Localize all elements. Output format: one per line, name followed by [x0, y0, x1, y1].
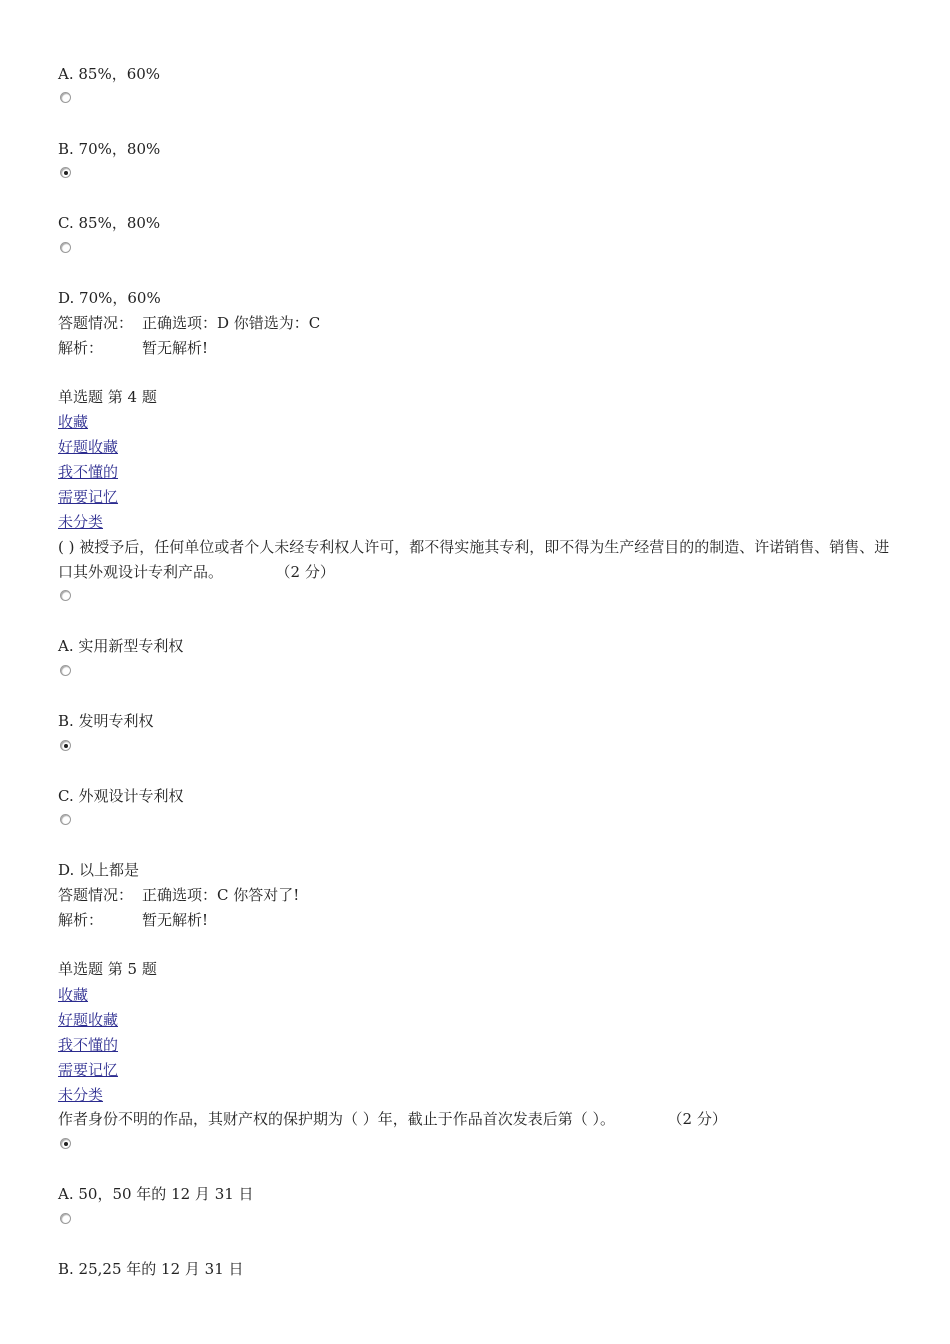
q4-stem	[58, 535, 898, 585]
q3-analysis-label: 解析：	[58, 339, 104, 357]
q4-result	[58, 885, 299, 905]
q3-option-a-radio[interactable]	[60, 92, 71, 103]
q3-option-a-label: A. 85%，60%	[58, 65, 161, 83]
q4-analysis-label: 解析：	[58, 911, 104, 929]
q5-option-b-radio[interactable]	[60, 1213, 71, 1224]
q4-result-text: 正确选项：C 你答对了!	[142, 886, 300, 904]
q4-analysis-text: 暂无解析!	[142, 911, 209, 929]
q3-result	[58, 313, 320, 333]
q4-option-a-label: A. 实用新型专利权	[58, 637, 184, 655]
q5-uncategorized-link[interactable]: 未分类	[58, 1086, 104, 1104]
q4-good-question-link[interactable]: 好题收藏	[58, 438, 119, 456]
q3-analysis	[58, 338, 208, 358]
q5-option-b-label: B. 25,25 年的 12 月 31 日	[58, 1260, 244, 1278]
q3-result-label: 答题情况：	[58, 314, 134, 332]
q4-option-d-label: D. 以上都是	[58, 861, 140, 879]
q4-analysis	[58, 910, 208, 930]
q3-option-d-label: D. 70%，60%	[58, 289, 161, 307]
q5-header: 单选题 第 5 题	[58, 960, 157, 978]
q4-option-b-label: B. 发明专利权	[58, 712, 154, 730]
q3-option-b-radio[interactable]	[60, 167, 71, 178]
q3-option-b-label: B. 70%，80%	[58, 140, 161, 158]
q5-favorite-link[interactable]: 收藏	[58, 986, 89, 1004]
q5-need-memorize-link[interactable]: 需要记忆	[58, 1061, 119, 1079]
q5-stem	[58, 1109, 727, 1129]
q4-option-d-radio[interactable]	[60, 814, 71, 825]
q4-option-c-label: C. 外观设计专利权	[58, 787, 184, 805]
q4-option-a-radio[interactable]	[60, 590, 71, 601]
q5-good-question-link[interactable]: 好题收藏	[58, 1011, 119, 1029]
q4-option-c-radio[interactable]	[60, 740, 71, 751]
q5-stem-text: 作者身份不明的作品，其财产权的保护期为（ ）年，截止于作品首次发表后第（ ）。	[58, 1110, 616, 1128]
q4-points: （2 分）	[283, 563, 335, 581]
q4-favorite-link[interactable]: 收藏	[58, 413, 89, 431]
q4-result-label: 答题情况：	[58, 886, 134, 904]
q3-result-text: 正确选项：D 你错选为：C	[142, 314, 321, 332]
q5-points: （2 分）	[675, 1110, 727, 1128]
q5-option-a-label: A. 50，50 年的 12 月 31 日	[58, 1185, 254, 1203]
q5-option-a-radio[interactable]	[60, 1138, 71, 1149]
q4-header: 单选题 第 4 题	[58, 388, 157, 406]
q3-option-c-radio[interactable]	[60, 242, 71, 253]
q4-need-memorize-link[interactable]: 需要记忆	[58, 488, 119, 506]
q4-stem-text: ( ) 被授予后，任何单位或者个人未经专利权人许可，都不得实施其专利，即不得为生产经营目的的制造、许诺销售、销售、进口其外观设计专利产品。	[58, 538, 890, 581]
q4-dont-understand-link[interactable]: 我不懂的	[58, 463, 119, 481]
q3-option-c-label: C. 85%，80%	[58, 214, 161, 232]
q4-option-b-radio[interactable]	[60, 665, 71, 676]
q4-uncategorized-link[interactable]: 未分类	[58, 513, 104, 531]
q3-analysis-text: 暂无解析!	[142, 339, 209, 357]
q5-dont-understand-link[interactable]: 我不懂的	[58, 1036, 119, 1054]
